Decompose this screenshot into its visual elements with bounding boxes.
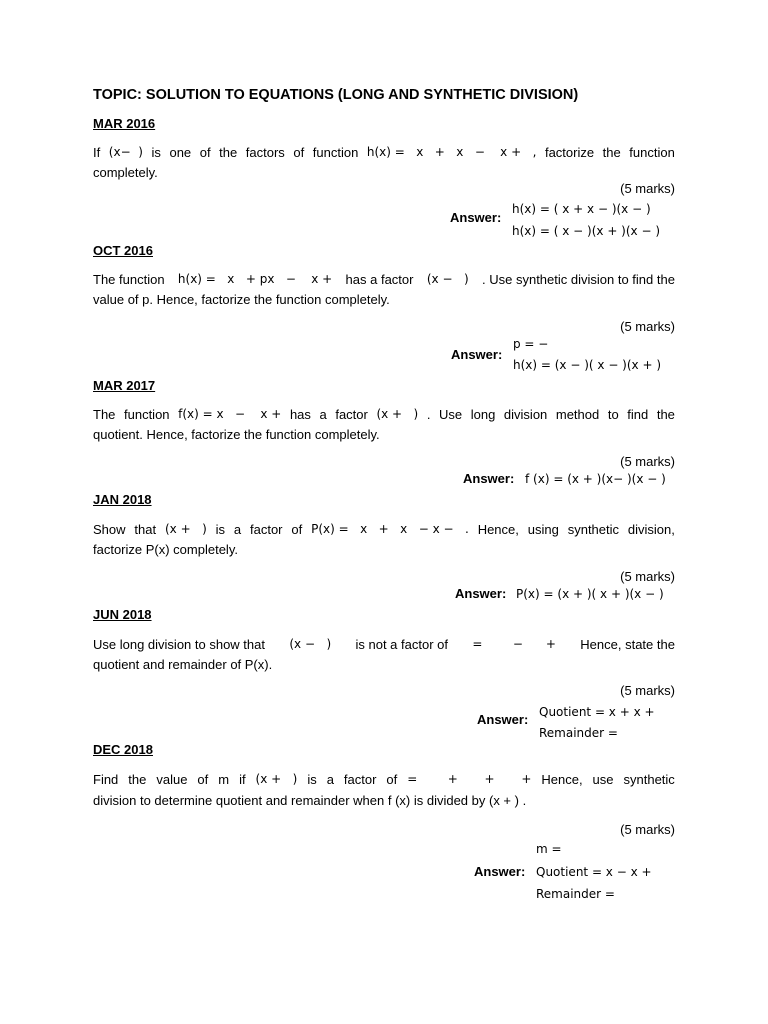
math-expression: = − +	[472, 637, 556, 651]
question-text-line2: quotient. Hence, factorize the function completely.	[93, 427, 380, 442]
word: of	[293, 145, 305, 160]
answer-line: p = −	[513, 337, 549, 351]
word: factorize	[544, 145, 595, 160]
question-text-line1	[93, 772, 675, 787]
word: division	[503, 407, 548, 422]
word: find	[627, 407, 649, 422]
section-heading-dec-2018: DEC 2018	[93, 742, 153, 757]
answer-label: Answer:	[474, 864, 526, 879]
math-expression: h(x) = x + px − x +	[177, 272, 333, 286]
question-text-line1	[93, 522, 675, 537]
marks-label: (5 marks)	[620, 569, 675, 584]
word: factor	[250, 522, 283, 537]
question-text-line1	[93, 272, 675, 287]
section-heading-oct-2016: OCT 2016	[93, 243, 153, 258]
word: of	[199, 145, 211, 160]
answer-line: h(x) = ( x − )(x + )(x − )	[512, 224, 661, 238]
math-expression: h(x) = x + x − x + ,	[366, 145, 537, 159]
text-segment: . Use synthetic division to find the	[482, 272, 675, 287]
word: m	[218, 772, 230, 787]
answer-line: P(x) = (x + )( x + )(x − )	[516, 587, 664, 601]
word: if	[239, 772, 246, 787]
word: Use	[439, 407, 463, 422]
marks-label: (5 marks)	[620, 822, 675, 837]
word: a	[319, 407, 327, 422]
math-expression: (x + )	[164, 522, 207, 536]
word: of	[197, 772, 209, 787]
text-segment: has a factor	[345, 272, 414, 287]
word: the	[219, 145, 238, 160]
word: Show	[93, 522, 126, 537]
word: using	[527, 522, 559, 537]
word: synthetic	[623, 772, 675, 787]
math-expression: (x + )	[376, 407, 419, 421]
word: that	[134, 522, 157, 537]
word: The	[93, 407, 116, 422]
answer-line: h(x) = (x − )( x − )(x + )	[513, 358, 662, 372]
question-text-line2: value of p. Hence, factorize the function completely.	[93, 292, 390, 307]
word: of	[386, 772, 398, 787]
word: the	[656, 407, 675, 422]
answer-line: Quotient = x − x +	[536, 865, 652, 879]
answer-label: Answer:	[463, 471, 515, 486]
section-heading-mar-2016: MAR 2016	[93, 116, 156, 131]
question-text-line1	[93, 407, 675, 422]
word: a	[233, 522, 242, 537]
word: is	[215, 522, 226, 537]
word: division,	[627, 522, 675, 537]
word: a	[326, 772, 334, 787]
answer-label: Answer:	[455, 586, 507, 601]
marks-label: (5 marks)	[620, 683, 675, 698]
word: function	[629, 145, 675, 160]
word: .	[426, 407, 431, 422]
math-expression: (x − )	[289, 637, 332, 651]
section-heading-jun-2018: JUN 2018	[93, 607, 152, 622]
word: use	[592, 772, 614, 787]
word: is	[151, 145, 161, 160]
answer-line: h(x) = ( x + x − )(x − )	[512, 202, 651, 216]
word: the	[602, 145, 621, 160]
math-expression: (x + )	[255, 772, 298, 786]
page-title: TOPIC: SOLUTION TO EQUATIONS (LONG AND SYNTHETIC DIVISION)	[93, 87, 579, 103]
word: factor	[343, 772, 377, 787]
text-segment: The function	[93, 272, 165, 287]
word: value	[156, 772, 188, 787]
section-heading-mar-2017: MAR 2017	[93, 378, 156, 393]
question-text-line2: division to determine quotient and remainder when f (x) is divided by (x + ) .	[93, 793, 527, 808]
answer-line: Remainder =	[539, 726, 618, 740]
word: method	[555, 407, 600, 422]
word: is	[307, 772, 317, 787]
marks-label: (5 marks)	[620, 319, 675, 334]
answer-line: Remainder =	[536, 887, 615, 901]
math-expression: f(x) = x − x +	[178, 407, 282, 421]
marks-label: (5 marks)	[620, 181, 675, 196]
answer-label: Answer:	[450, 210, 502, 225]
question-text-line1	[93, 145, 675, 160]
word: function	[124, 407, 170, 422]
marks-label: (5 marks)	[620, 454, 675, 469]
word: factors	[245, 145, 285, 160]
word: Find	[93, 772, 119, 787]
word: Hence,	[541, 772, 583, 787]
word: Hence,	[477, 522, 519, 537]
word: long	[470, 407, 496, 422]
section-heading-jan-2018: JAN 2018	[93, 492, 152, 507]
question-text-line2: quotient and remainder of P(x).	[93, 657, 273, 672]
question-text-line1	[93, 637, 675, 652]
question-text-line2: factorize P(x) completely.	[93, 542, 238, 557]
word: If	[93, 145, 101, 160]
answer-line: m =	[536, 842, 562, 856]
answer-label: Answer:	[477, 712, 529, 727]
word: function	[312, 145, 359, 160]
text-segment: Use long division to show that	[93, 637, 265, 652]
word: factor	[335, 407, 368, 422]
word: to	[607, 407, 619, 422]
math-expression: (x− )	[108, 145, 143, 159]
question-text-line2: completely.	[93, 165, 158, 180]
word: of	[291, 522, 303, 537]
text-segment: is not a factor of	[355, 637, 448, 652]
word: one	[169, 145, 192, 160]
answer-line: Quotient = x + x +	[539, 705, 655, 719]
math-expression: = + + +	[407, 772, 532, 786]
answer-label: Answer:	[451, 347, 503, 362]
math-expression: (x − )	[426, 272, 469, 286]
answer-line: f (x) = (x + )(x− )(x − )	[525, 472, 666, 486]
math-expression: P(x) = x + x − x − .	[311, 522, 469, 536]
word: the	[128, 772, 147, 787]
word: synthetic	[567, 522, 620, 537]
word: has	[289, 407, 311, 422]
text-segment: Hence, state the	[580, 637, 675, 652]
